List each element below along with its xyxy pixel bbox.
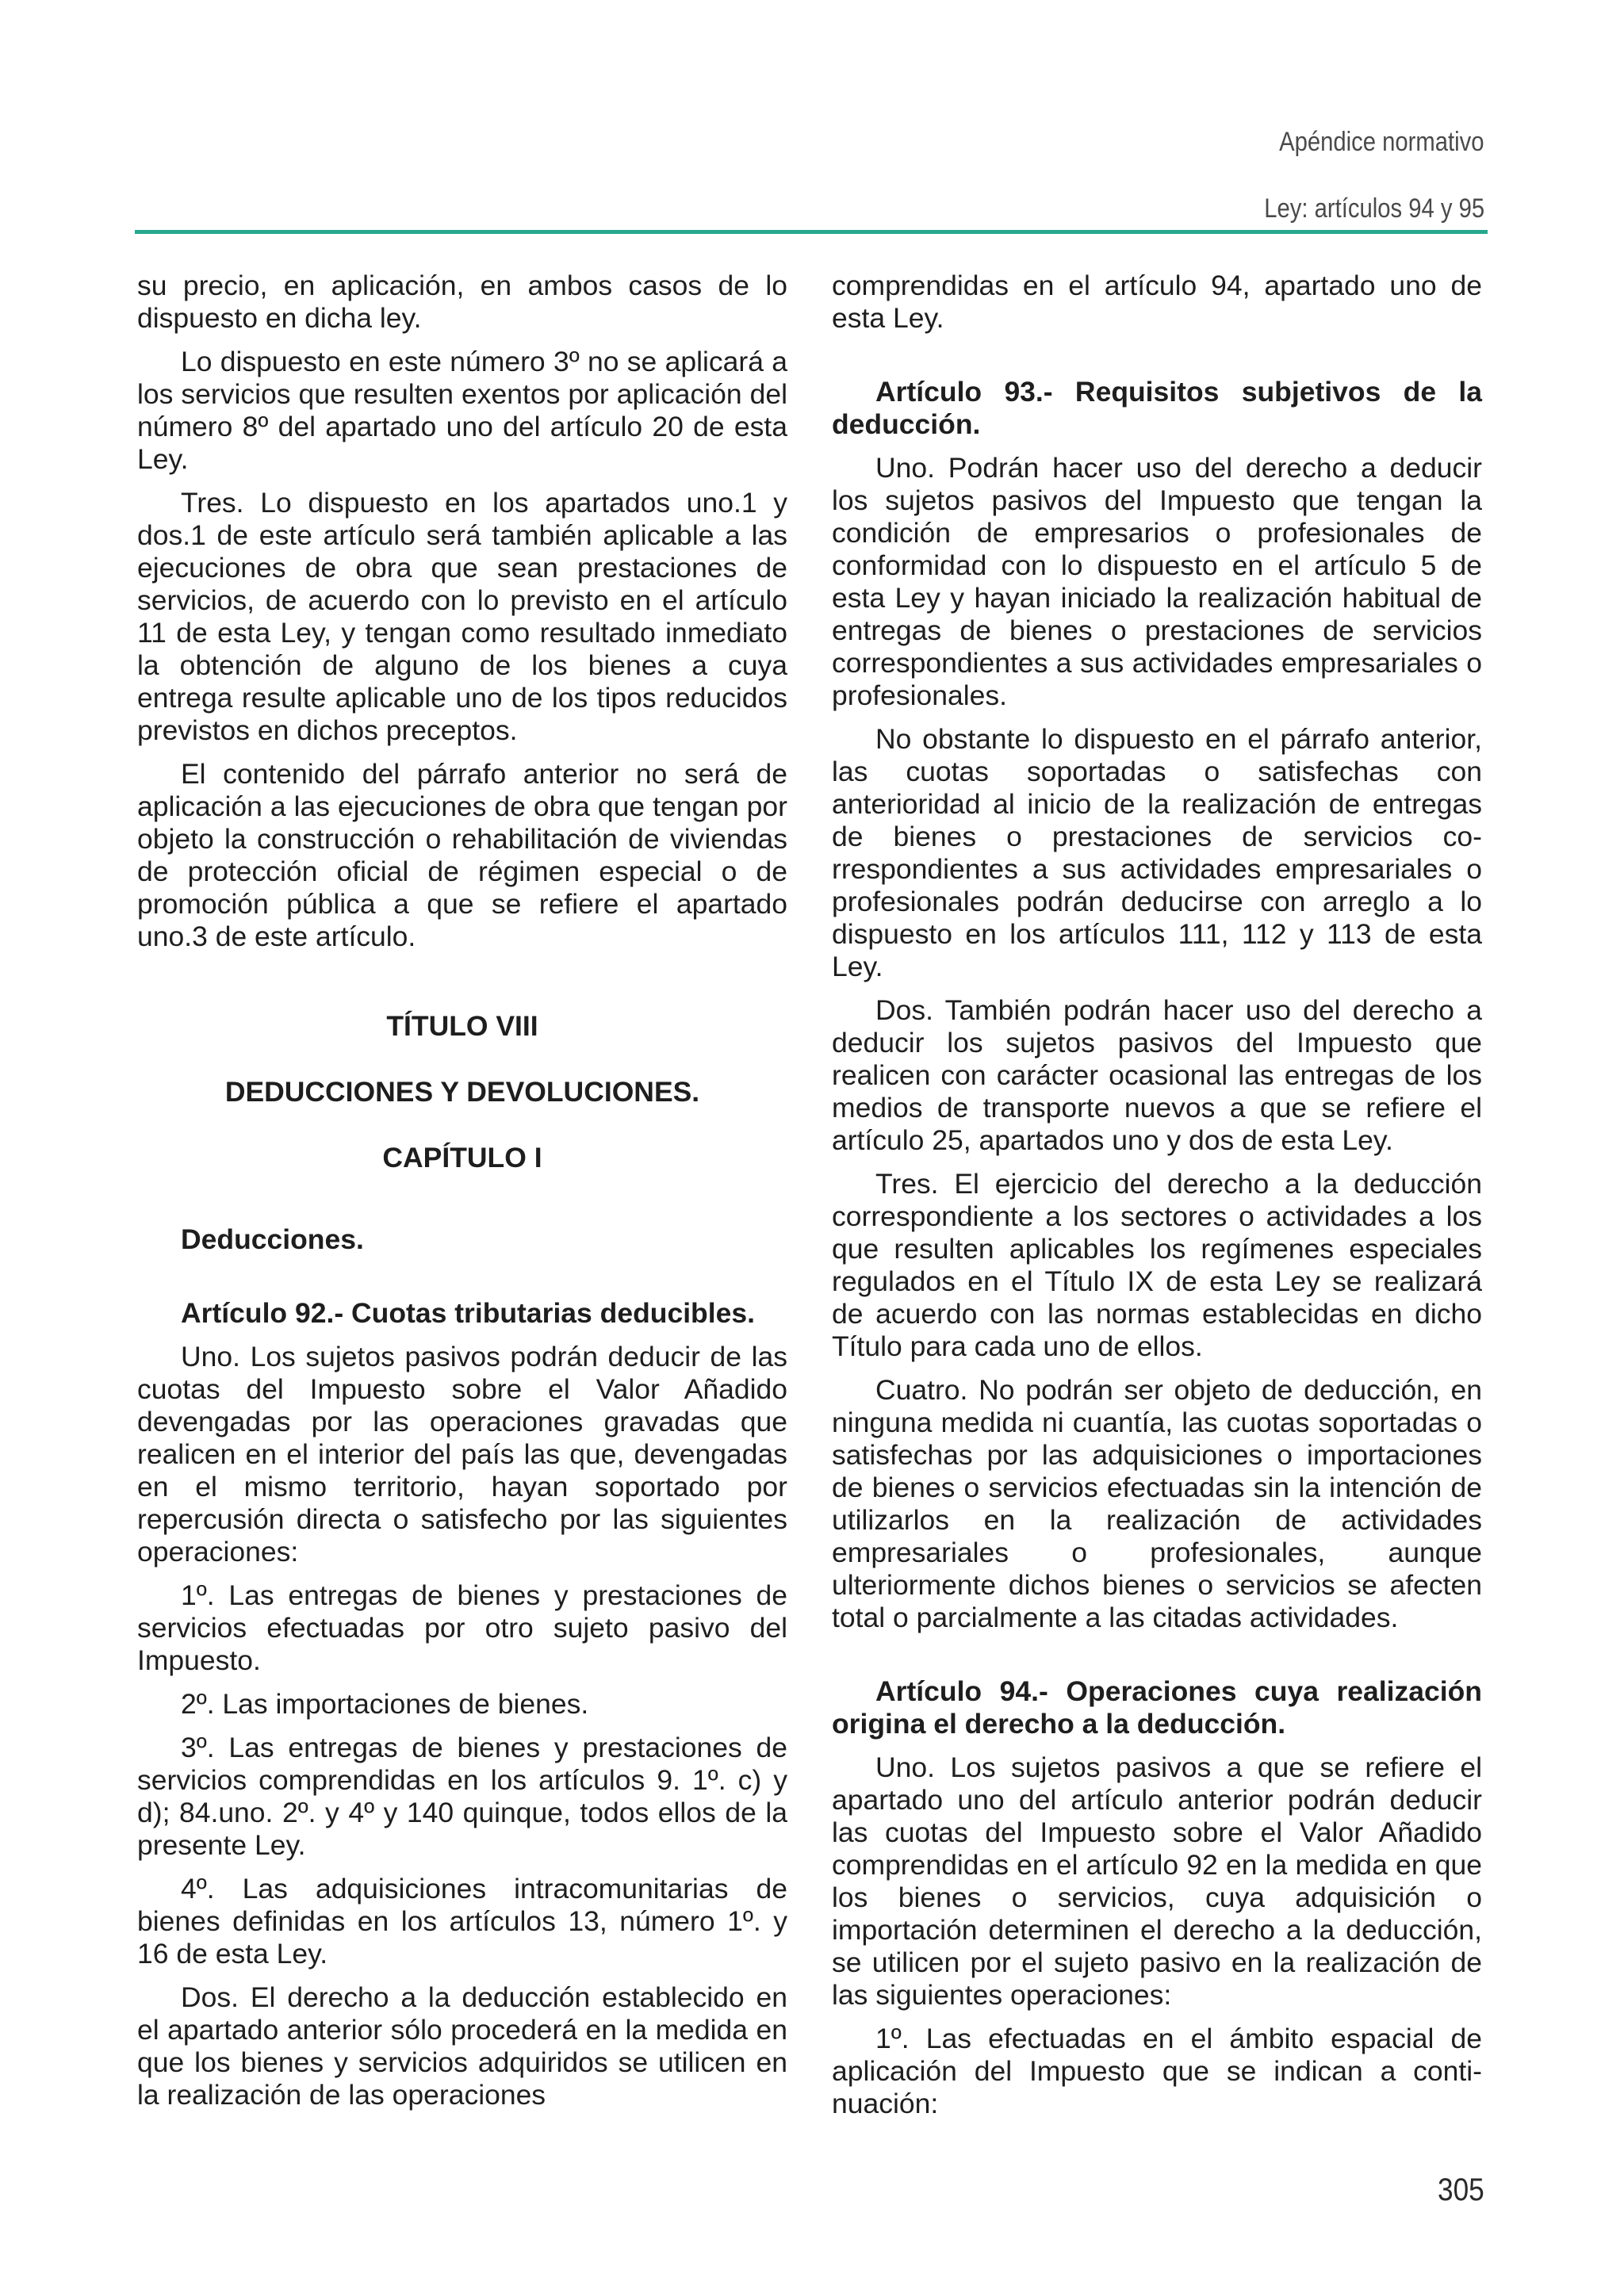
paragraph: 3º. Las entregas de bienes y prestaciones de servicios comprendidas en los artículos 9. 1º. c) y d); 84.uno. 2º. y 4º y 140 quinque, todos ellos de la presente Ley.: [137, 1732, 787, 1861]
paragraph: 1º. Las entregas de bienes y prestaciones de servicios efectuadas por otro sujeto pasivo del Impuesto.: [137, 1579, 787, 1676]
running-head-subsection: Ley: artículos 94 y 95: [1264, 193, 1484, 224]
page-number: 305: [1438, 2172, 1484, 2207]
paragraph: No obstante lo dispuesto en el párrafo anterior, las cuotas soportadas o satisfechas con anterioridad al inicio de la realización de entregas de bienes o prestaciones de servicios correspondientes a sus actividades empresariales o profesionales podrán deducirse con arreglo a lo dispuesto en los artículos 111, 112 y 113 de esta Ley.: [832, 723, 1482, 982]
title-name-heading: DEDUCCIONES Y DEVOLUCIONES.: [224, 1076, 700, 1108]
paragraph: comprendidas en el artículo 94, apartado uno de esta Ley.: [832, 270, 1482, 334]
paragraph: Uno. Podrán hacer uso del derecho a deducir los sujetos pasivos del Impuesto que tengan la condición de empresarios o profesionales de conformidad con lo dispuesto en el artículo 5 de esta Ley y hayan iniciado la realización habitual de entregas de bienes o prestaciones de servicios correspondientes a sus actividades empresariales o profesionales.: [832, 452, 1482, 711]
running-head-section: Apéndice normativo: [1279, 127, 1484, 157]
article-94-title: Artículo 94.- Operaciones cuya realización origina el derecho a la deducción.: [832, 1675, 1482, 1740]
paragraph: Lo dispuesto en este número 3º no se aplicará a los servicios que resulten exentos por aplicación del número 8º del apartado uno del artículo 20 de esta Ley.: [137, 346, 787, 475]
header-divider: [135, 230, 1488, 234]
paragraph: Tres. El ejercicio del derecho a la deducción correspondiente a los sectores o actividades a los que resulten aplicables los regímenes especiales regulados en el Título IX de esta Ley se realizará de acuerdo con las normas establecidas en dicho Título para cada uno de ellos.: [832, 1168, 1482, 1362]
paragraph: Cuatro. No podrán ser objeto de deducción, en ninguna medida ni cuantía, las cuotas soportadas o satisfechas por las adquisiciones o importaciones de bienes o servicios efectuadas sin la intención de utilizarlos en la realización de actividades empresariales o profesionales, aunque ulteriormente dichos bienes o servicios se afecten total o parcialmente a las citadas actividades.: [832, 1374, 1482, 1633]
paragraph: Uno. Los sujetos pasivos a que se refiere el apartado uno del artículo anterior podrán deducir las cuotas del Impuesto sobre el Valor Añadido comprendidas en el artículo 92 en la medida en que los bienes o servicios, cuya adquisición o importación determinen el derecho a la deducción, se utilicen por el sujeto pasivo en la realización de las siguientes operaciones:: [832, 1751, 1482, 2011]
paragraph: 1º. Las efectuadas en el ámbito espacial de aplicación del Impuesto que se indican a continuación:: [832, 2023, 1482, 2119]
article-92-title: Artículo 92.- Cuotas tributarias deducibles.: [181, 1297, 755, 1329]
chapter-heading: CAPÍTULO I: [382, 1142, 542, 1173]
article-93-title: Artículo 93.- Requisitos subjetivos de la deducción.: [832, 376, 1482, 440]
paragraph: 4º. Las adquisiciones intracomunitarias de bienes definidas en los artículos 13, número 1º. y 16 de esta Ley.: [137, 1873, 787, 1970]
section-heading: Deducciones.: [181, 1223, 364, 1255]
paragraph: Tres. Lo dispuesto en los apartados uno.1 y dos.1 de este artículo será también aplicable a las ejecuciones de obra que sean prestaciones de servicios, de acuerdo con lo previsto en el artículo 11 de esta Ley, y tengan como resultado inmediato la obtención de alguno de los bienes a cuya entrega resulte aplicable uno de los tipos reducidos previstos en dichos preceptos.: [137, 487, 787, 746]
paragraph: 2º. Las importaciones de bienes.: [181, 1688, 589, 1720]
right-column: [832, 270, 1482, 2131]
left-column: [137, 270, 787, 2123]
paragraph: Dos. El derecho a la deducción establecido en el apartado anterior sólo procederá en la medida en que los bienes y servicios adquiridos se utilicen en la realización de las operaciones: [137, 1981, 787, 2111]
paragraph: Dos. También podrán hacer uso del derecho a deducir los sujetos pasivos del Impuesto que realicen con carácter ocasional las entregas de los medios de transporte nuevos a que se refiere el artículo 25, apartados uno y dos de esta Ley.: [832, 994, 1482, 1156]
paragraph: Uno. Los sujetos pasivos podrán deducir de las cuotas del Impuesto sobre el Valor Añadido devengadas por las operaciones gravadas que realicen en el interior del país las que, devengadas en el mismo territorio, hayan soportado por repercusión directa o satisfecho por las siguientes operaciones:: [137, 1341, 787, 1568]
title-heading: TÍTULO VIII: [386, 1010, 538, 1042]
paragraph: El contenido del párrafo anterior no será de aplicación a las ejecuciones de obra que tengan por objeto la construcción o rehabilitación de viviendas de protección oficial de régimen especial o de promoción pública a que se refiere el apartado uno.3 de este artículo.: [137, 758, 787, 952]
paragraph: su precio, en aplicación, en ambos casos de lo dispuesto en dicha ley.: [137, 270, 787, 334]
